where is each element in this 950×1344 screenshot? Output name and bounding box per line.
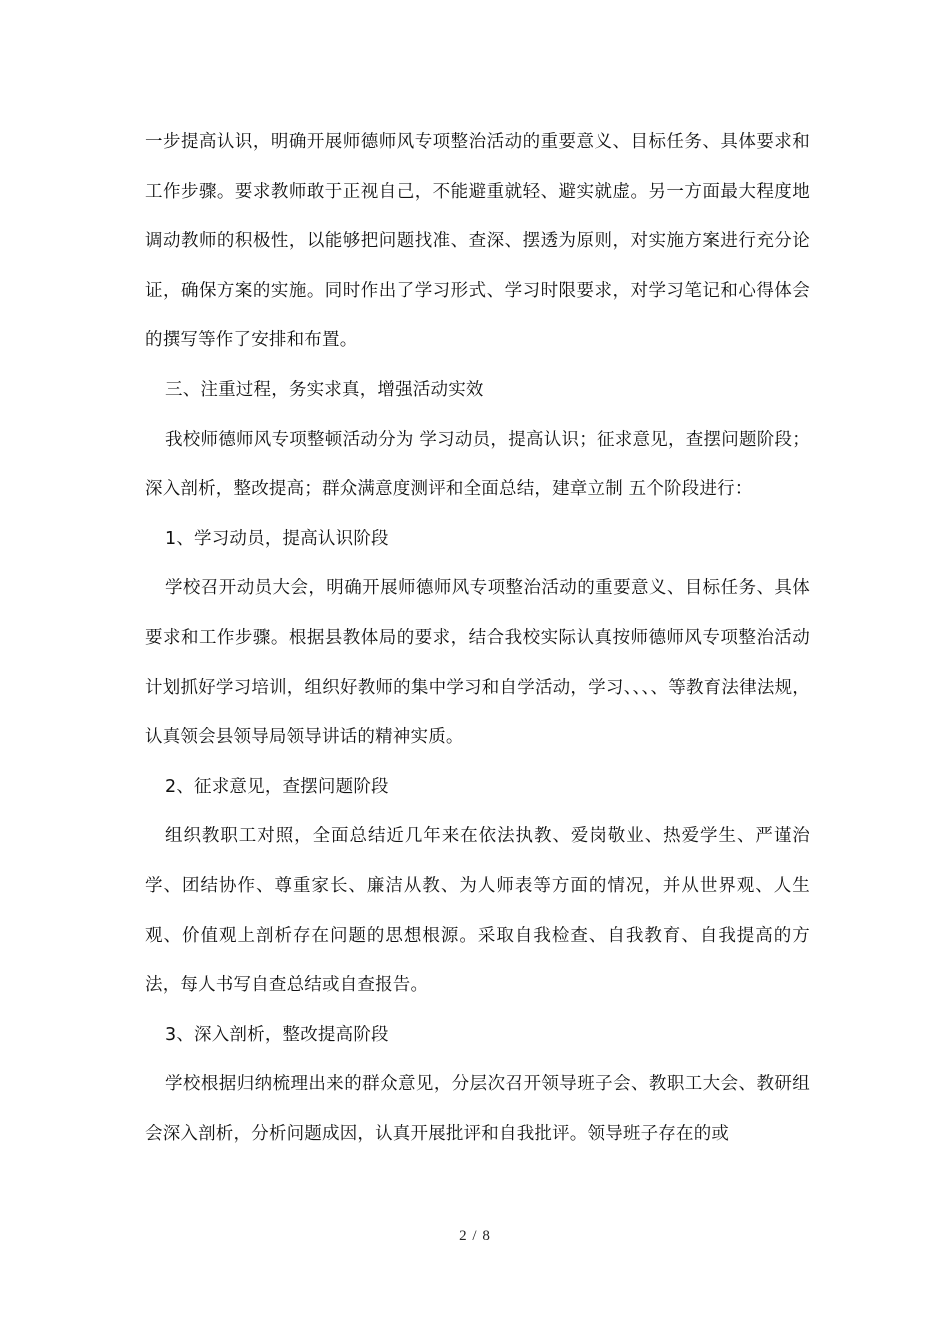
stage-heading-1: 1、学习动员，提高认识阶段 [165, 528, 389, 549]
paragraph-stage-2: 组织教职工对照，全面总结近几年来在依法执教、爱岗敬业、热爱学生、严谨治学、团结协作、尊重家长、廉洁从教、为人师表等方面的情况，并从世界观、人生观、价值观上剖析存在问题的思想根源。采取自我检查、自我教育、自我提高的方法，每人书写自查总结或自查报告。 [145, 826, 810, 996]
stage-heading-2: 2、征求意见，查摆问题阶段 [165, 776, 389, 797]
paragraph-stage-1: 学校召开动员大会，明确开展师德师风专项整治活动的重要意义、目标任务、具体要求和工作步骤。根据县教体局的要求，结合我校实际认真按师德师风专项整治活动计划抓好学习培训，组织好教师的集中学习和自学活动，学习、、、、等教育法律法规，认真领会县领导局领导讲话的精神实质。 [145, 578, 810, 748]
paragraph-stages-overview: 我校师德师风专项整顿活动分为 学习动员，提高认识；征求意见，查摆问题阶段；深入剖析，整改提高；群众满意度测评和全面总结，建章立制 五个阶段进行： [145, 429, 810, 500]
stage-heading-3: 3、深入剖析，整改提高阶段 [165, 1024, 389, 1045]
section-heading: 三、注重过程，务实求真，增强活动实效 [165, 379, 484, 400]
document-body [145, 118, 810, 1159]
paragraph-continuation: 一步提高认识，明确开展师德师风专项整治活动的重要意义、目标任务、具体要求和工作步骤。要求教师敢于正视自己，不能避重就轻、避实就虚。另一方面最大程度地调动教师的积极性，以能够把问题找准、查深、摆透为原则，对实施方案进行充分论证，确保方案的实施。同时作出了学习形式、学习时限要求，对学习笔记和心得体会的撰写等作了安排和布置。 [145, 132, 810, 351]
paragraph-stage-3: 学校根据归纳梳理出来的群众意见，分层次召开领导班子会、教职工大会、教研组会深入剖析，分析问题成因，认真开展批评和自我批评。领导班子存在的或 [145, 1074, 810, 1144]
page-number: 2 / 8 [459, 1228, 491, 1244]
